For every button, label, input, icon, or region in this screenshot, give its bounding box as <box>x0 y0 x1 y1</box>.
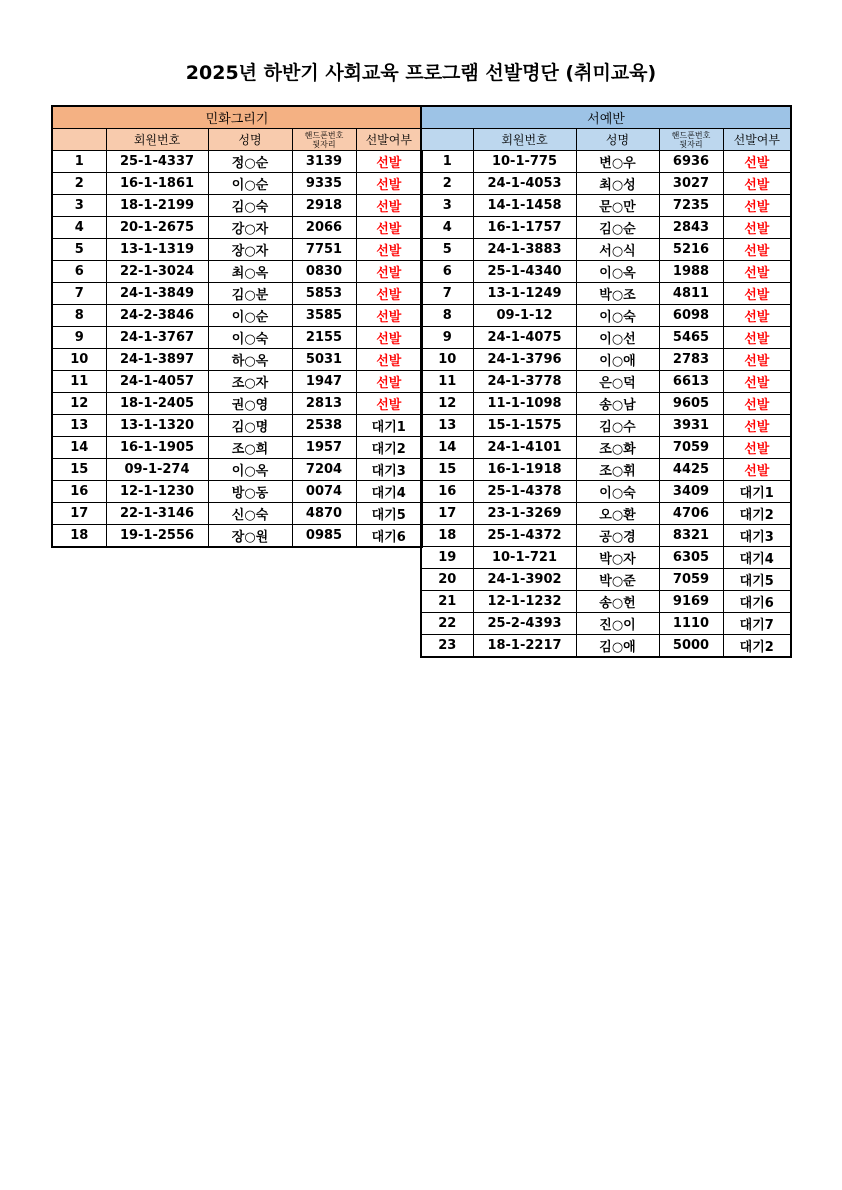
member-number-cell: 16-1-1905 <box>106 437 208 459</box>
result-cell: 선발 <box>723 437 791 459</box>
member-number-cell: 25-1-4378 <box>473 481 576 503</box>
member-number-cell: 16-1-1861 <box>106 173 208 195</box>
row-number: 23 <box>421 635 473 658</box>
member-number-cell: 19-1-2556 <box>106 525 208 548</box>
member-name-cell: 신○숙 <box>208 503 292 525</box>
phone-suffix-cell: 1988 <box>659 261 723 283</box>
member-name-cell: 이○순 <box>208 173 292 195</box>
phone-suffix-cell: 9169 <box>659 591 723 613</box>
phone-suffix-cell: 1110 <box>659 613 723 635</box>
page-title: 2025년 하반기 사회교육 프로그램 선발명단 (취미교육) <box>185 62 657 84</box>
result-cell: 선발 <box>356 151 422 173</box>
member-name-cell: 김○수 <box>576 415 659 437</box>
table-row <box>421 349 791 371</box>
member-name-cell: 박○조 <box>576 283 659 305</box>
table-row <box>421 151 791 173</box>
col-header-member-no: 회원번호 <box>106 129 208 151</box>
member-name-cell: 이○옥 <box>208 459 292 481</box>
member-name-cell: 장○자 <box>208 239 292 261</box>
table-row <box>52 239 422 261</box>
member-number-cell: 13-1-1320 <box>106 415 208 437</box>
member-number-cell: 09-1-274 <box>106 459 208 481</box>
member-name-cell: 하○옥 <box>208 349 292 371</box>
result-cell: 대기3 <box>723 525 791 547</box>
phone-suffix-cell: 7235 <box>659 195 723 217</box>
phone-suffix-cell: 2813 <box>292 393 356 415</box>
table-row <box>52 173 422 195</box>
table-row <box>52 525 422 548</box>
phone-suffix-cell: 5853 <box>292 283 356 305</box>
phone-suffix-cell: 3585 <box>292 305 356 327</box>
member-name-cell: 박○자 <box>576 547 659 569</box>
member-number-cell: 13-1-1249 <box>473 283 576 305</box>
table-row <box>421 217 791 239</box>
phone-suffix-cell: 3931 <box>659 415 723 437</box>
row-number: 2 <box>421 173 473 195</box>
member-number-cell: 10-1-775 <box>473 151 576 173</box>
member-name-cell: 이○숙 <box>576 481 659 503</box>
row-number: 4 <box>421 217 473 239</box>
roster-body <box>421 151 791 658</box>
table-row <box>421 283 791 305</box>
phone-suffix-cell: 5000 <box>659 635 723 658</box>
result-cell: 대기5 <box>723 569 791 591</box>
row-number: 15 <box>52 459 106 481</box>
member-name-cell: 서○식 <box>576 239 659 261</box>
member-number-cell: 25-2-4393 <box>473 613 576 635</box>
row-number: 7 <box>52 283 106 305</box>
col-header-name: 성명 <box>208 129 292 151</box>
member-number-cell: 24-1-4101 <box>473 437 576 459</box>
phone-suffix-cell: 2155 <box>292 327 356 349</box>
table-row <box>52 195 422 217</box>
member-name-cell: 은○덕 <box>576 371 659 393</box>
table-row <box>421 547 791 569</box>
row-number: 13 <box>421 415 473 437</box>
table-row <box>421 305 791 327</box>
result-cell: 대기3 <box>356 459 422 481</box>
result-cell: 선발 <box>723 151 791 173</box>
member-name-cell: 최○성 <box>576 173 659 195</box>
member-name-cell: 문○만 <box>576 195 659 217</box>
table-row <box>421 459 791 481</box>
result-cell: 대기6 <box>723 591 791 613</box>
col-header-member-no: 회원번호 <box>473 129 576 151</box>
result-cell: 선발 <box>356 327 422 349</box>
table-row <box>52 283 422 305</box>
member-name-cell: 송○남 <box>576 393 659 415</box>
phone-suffix-cell: 5216 <box>659 239 723 261</box>
member-number-cell: 24-1-4075 <box>473 327 576 349</box>
member-number-cell: 12-1-1232 <box>473 591 576 613</box>
group-title: 민화그리기 <box>52 106 422 129</box>
result-cell: 대기1 <box>723 481 791 503</box>
row-number: 1 <box>421 151 473 173</box>
col-header-no <box>52 129 106 151</box>
phone-suffix-cell: 1947 <box>292 371 356 393</box>
phone-suffix-cell: 5465 <box>659 327 723 349</box>
table-row <box>52 503 422 525</box>
col-header-phone: 핸드폰번호 뒷자리 <box>292 129 356 151</box>
member-number-cell: 24-1-3902 <box>473 569 576 591</box>
phone-suffix-cell: 3139 <box>292 151 356 173</box>
row-number: 4 <box>52 217 106 239</box>
table-row <box>421 261 791 283</box>
member-name-cell: 조○화 <box>576 437 659 459</box>
result-cell: 대기2 <box>356 437 422 459</box>
member-number-cell: 12-1-1230 <box>106 481 208 503</box>
member-name-cell: 박○준 <box>576 569 659 591</box>
phone-suffix-cell: 2918 <box>292 195 356 217</box>
row-number: 21 <box>421 591 473 613</box>
row-number: 12 <box>52 393 106 415</box>
result-cell: 선발 <box>723 459 791 481</box>
result-cell: 선발 <box>723 195 791 217</box>
member-number-cell: 23-1-3269 <box>473 503 576 525</box>
result-cell: 선발 <box>723 393 791 415</box>
member-number-cell: 24-1-4053 <box>473 173 576 195</box>
row-number: 19 <box>421 547 473 569</box>
phone-suffix-cell: 4425 <box>659 459 723 481</box>
table-row <box>421 481 791 503</box>
phone-suffix-cell: 2066 <box>292 217 356 239</box>
member-number-cell: 25-1-4337 <box>106 151 208 173</box>
col-header-result: 선발여부 <box>356 129 422 151</box>
result-cell: 대기2 <box>723 503 791 525</box>
member-number-cell: 18-1-2217 <box>473 635 576 658</box>
phone-suffix-cell: 9335 <box>292 173 356 195</box>
phone-suffix-cell: 4706 <box>659 503 723 525</box>
member-number-cell: 16-1-1757 <box>473 217 576 239</box>
phone-suffix-cell: 0985 <box>292 525 356 548</box>
member-number-cell: 09-1-12 <box>473 305 576 327</box>
group-title: 서예반 <box>421 106 791 129</box>
result-cell: 선발 <box>356 371 422 393</box>
phone-suffix-cell: 6305 <box>659 547 723 569</box>
table-row <box>421 613 791 635</box>
member-number-cell: 20-1-2675 <box>106 217 208 239</box>
result-cell: 선발 <box>356 283 422 305</box>
phone-suffix-cell: 9605 <box>659 393 723 415</box>
phone-suffix-cell: 7059 <box>659 569 723 591</box>
result-cell: 선발 <box>723 261 791 283</box>
table-row <box>52 371 422 393</box>
result-cell: 선발 <box>723 349 791 371</box>
phone-suffix-cell: 2843 <box>659 217 723 239</box>
row-number: 9 <box>421 327 473 349</box>
phone-suffix-cell: 6936 <box>659 151 723 173</box>
result-cell: 대기4 <box>723 547 791 569</box>
result-cell: 선발 <box>723 415 791 437</box>
member-name-cell: 이○순 <box>208 305 292 327</box>
member-name-cell: 김○명 <box>208 415 292 437</box>
result-cell: 대기1 <box>356 415 422 437</box>
row-number: 18 <box>421 525 473 547</box>
result-cell: 대기5 <box>356 503 422 525</box>
row-number: 18 <box>52 525 106 548</box>
col-header-name: 성명 <box>576 129 659 151</box>
member-name-cell: 이○숙 <box>576 305 659 327</box>
table-row <box>421 525 791 547</box>
member-number-cell: 24-1-4057 <box>106 371 208 393</box>
row-number: 11 <box>52 371 106 393</box>
row-number: 14 <box>52 437 106 459</box>
phone-suffix-cell: 0074 <box>292 481 356 503</box>
phone-suffix-cell: 1957 <box>292 437 356 459</box>
member-number-cell: 11-1-1098 <box>473 393 576 415</box>
result-cell: 대기6 <box>356 525 422 548</box>
member-name-cell: 이○애 <box>576 349 659 371</box>
member-name-cell: 조○희 <box>208 437 292 459</box>
member-number-cell: 10-1-721 <box>473 547 576 569</box>
result-cell: 선발 <box>723 173 791 195</box>
col-header-phone: 핸드폰번호 뒷자리 <box>659 129 723 151</box>
table-row <box>421 415 791 437</box>
member-name-cell: 방○동 <box>208 481 292 503</box>
table-row <box>52 151 422 173</box>
member-name-cell: 오○환 <box>576 503 659 525</box>
row-number: 16 <box>52 481 106 503</box>
table-row <box>52 415 422 437</box>
member-number-cell: 18-1-2199 <box>106 195 208 217</box>
table-row <box>52 349 422 371</box>
result-cell: 선발 <box>356 261 422 283</box>
table-row <box>421 173 791 195</box>
result-cell: 선발 <box>356 239 422 261</box>
row-number: 9 <box>52 327 106 349</box>
phone-suffix-cell: 7059 <box>659 437 723 459</box>
table-row <box>52 481 422 503</box>
row-number: 5 <box>52 239 106 261</box>
member-number-cell: 24-1-3778 <box>473 371 576 393</box>
member-number-cell: 15-1-1575 <box>473 415 576 437</box>
member-name-cell: 김○분 <box>208 283 292 305</box>
member-name-cell: 진○이 <box>576 613 659 635</box>
member-number-cell: 18-1-2405 <box>106 393 208 415</box>
result-cell: 선발 <box>723 217 791 239</box>
member-name-cell: 최○옥 <box>208 261 292 283</box>
member-name-cell: 장○원 <box>208 525 292 548</box>
table-row <box>52 217 422 239</box>
member-number-cell: 24-1-3767 <box>106 327 208 349</box>
row-number: 20 <box>421 569 473 591</box>
result-cell: 선발 <box>356 173 422 195</box>
member-number-cell: 13-1-1319 <box>106 239 208 261</box>
result-cell: 대기7 <box>723 613 791 635</box>
roster-table-calligraphy <box>420 105 792 658</box>
member-number-cell: 24-1-3897 <box>106 349 208 371</box>
table-row <box>421 503 791 525</box>
result-cell: 선발 <box>723 327 791 349</box>
result-cell: 선발 <box>356 305 422 327</box>
member-name-cell: 이○옥 <box>576 261 659 283</box>
member-name-cell: 공○경 <box>576 525 659 547</box>
row-number: 11 <box>421 371 473 393</box>
result-cell: 선발 <box>356 393 422 415</box>
row-number: 13 <box>52 415 106 437</box>
result-cell: 선발 <box>723 305 791 327</box>
table-row <box>52 437 422 459</box>
result-cell: 선발 <box>356 349 422 371</box>
row-number: 22 <box>421 613 473 635</box>
member-number-cell: 14-1-1458 <box>473 195 576 217</box>
member-name-cell: 김○숙 <box>208 195 292 217</box>
member-name-cell: 이○선 <box>576 327 659 349</box>
result-cell: 선발 <box>723 371 791 393</box>
phone-suffix-cell: 2538 <box>292 415 356 437</box>
phone-suffix-cell: 6098 <box>659 305 723 327</box>
row-number: 10 <box>421 349 473 371</box>
phone-suffix-cell: 4870 <box>292 503 356 525</box>
row-number: 5 <box>421 239 473 261</box>
result-cell: 선발 <box>723 239 791 261</box>
row-number: 12 <box>421 393 473 415</box>
member-number-cell: 25-1-4372 <box>473 525 576 547</box>
row-number: 17 <box>421 503 473 525</box>
member-number-cell: 24-1-3796 <box>473 349 576 371</box>
row-number: 3 <box>421 195 473 217</box>
table-row <box>421 437 791 459</box>
result-cell: 대기4 <box>356 481 422 503</box>
phone-suffix-cell: 3409 <box>659 481 723 503</box>
table-row <box>52 327 422 349</box>
member-name-cell: 정○순 <box>208 151 292 173</box>
member-number-cell: 24-2-3846 <box>106 305 208 327</box>
col-header-result: 선발여부 <box>723 129 791 151</box>
row-number: 14 <box>421 437 473 459</box>
phone-suffix-cell: 6613 <box>659 371 723 393</box>
phone-suffix-cell: 7751 <box>292 239 356 261</box>
row-number: 7 <box>421 283 473 305</box>
member-number-cell: 25-1-4340 <box>473 261 576 283</box>
table-row <box>421 327 791 349</box>
table-row <box>52 459 422 481</box>
row-number: 8 <box>52 305 106 327</box>
table-row <box>421 239 791 261</box>
member-name-cell: 권○영 <box>208 393 292 415</box>
member-name-cell: 김○순 <box>576 217 659 239</box>
result-cell: 선발 <box>356 217 422 239</box>
phone-suffix-cell: 0830 <box>292 261 356 283</box>
table-row <box>52 393 422 415</box>
row-number: 2 <box>52 173 106 195</box>
phone-suffix-cell: 2783 <box>659 349 723 371</box>
member-number-cell: 22-1-3146 <box>106 503 208 525</box>
row-number: 6 <box>421 261 473 283</box>
phone-suffix-cell: 4811 <box>659 283 723 305</box>
member-number-cell: 24-1-3849 <box>106 283 208 305</box>
row-number: 6 <box>52 261 106 283</box>
member-name-cell: 조○자 <box>208 371 292 393</box>
row-number: 3 <box>52 195 106 217</box>
result-cell: 선발 <box>723 283 791 305</box>
phone-suffix-cell: 5031 <box>292 349 356 371</box>
member-name-cell: 김○애 <box>576 635 659 658</box>
row-number: 15 <box>421 459 473 481</box>
member-number-cell: 22-1-3024 <box>106 261 208 283</box>
roster-table-minhwa <box>51 105 423 548</box>
row-number: 17 <box>52 503 106 525</box>
member-name-cell: 송○헌 <box>576 591 659 613</box>
member-number-cell: 16-1-1918 <box>473 459 576 481</box>
row-number: 10 <box>52 349 106 371</box>
table-row <box>421 195 791 217</box>
member-name-cell: 변○우 <box>576 151 659 173</box>
member-number-cell: 24-1-3883 <box>473 239 576 261</box>
member-name-cell: 조○휘 <box>576 459 659 481</box>
row-number: 16 <box>421 481 473 503</box>
table-row <box>421 393 791 415</box>
phone-suffix-cell: 3027 <box>659 173 723 195</box>
table-row <box>52 261 422 283</box>
table-row <box>52 305 422 327</box>
row-number: 8 <box>421 305 473 327</box>
member-name-cell: 이○숙 <box>208 327 292 349</box>
row-number: 1 <box>52 151 106 173</box>
result-cell: 대기2 <box>723 635 791 658</box>
col-header-no <box>421 129 473 151</box>
roster-body <box>52 151 422 548</box>
table-row <box>421 635 791 658</box>
table-row <box>421 569 791 591</box>
member-name-cell: 강○자 <box>208 217 292 239</box>
phone-suffix-cell: 8321 <box>659 525 723 547</box>
result-cell: 선발 <box>356 195 422 217</box>
table-row <box>421 591 791 613</box>
phone-suffix-cell: 7204 <box>292 459 356 481</box>
table-row <box>421 371 791 393</box>
